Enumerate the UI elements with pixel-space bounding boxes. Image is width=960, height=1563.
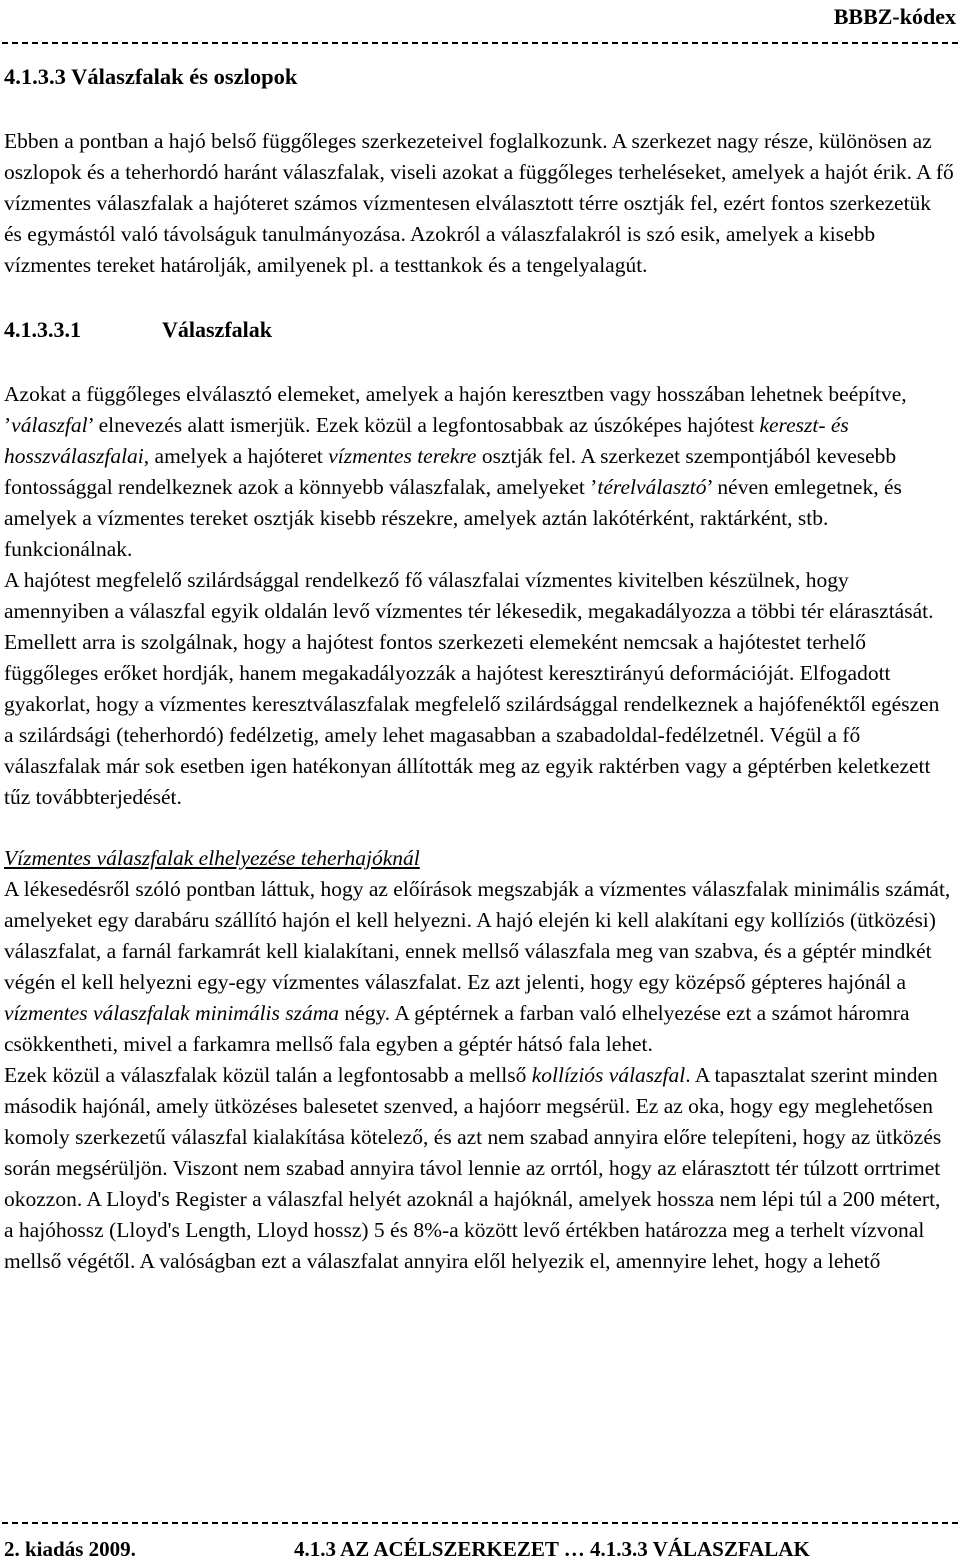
header-rule [2, 42, 958, 44]
footer-rule [2, 1522, 958, 1524]
paragraph-collision-bulkhead: Ezek közül a válaszfalak közül talán a legfontosabb a mellső kollíziós válaszfal. A tapasztalat szerint minden második hajónál, amely ütközéses balesetet szenved, a hajóorr megsérül. Ez az oka, hogy egy meglehetősen komoly szerkezetű válaszfal kialakítása kötelező, és azt nem szabad annyira előre telepíteni, hogy az ütközés során megsérüljön. Viszont nem szabad annyira távol lennie az orrtól, hogy az elárasztott tér túlzott orrtrimet okozzon. A Lloyd's Register a válaszfal helyét azoknál a hajóknál, amelyek hossza nem lépi túl a 200 métert, a hajóhossz (Lloyd's Length, Lloyd hossz) 5 és 8%-a között levő értékben határozza meg a terhelt vízvonal mellső végétől. A valóságban ezt a válaszfalat annyira elől helyezik el, amennyire lehet, hogy a lehető [4, 1063, 942, 1273]
placement-heading: Vízmentes válaszfalak elhelyezése teherhajóknál [4, 846, 420, 870]
paragraph-placement: A lékesedésről szóló pontban láttuk, hogy az előírások megszabják a vízmentes válaszfalak minimális számát, amelyeket egy darabáru szállító hajón el kell helyezni. A hajó elején ki kell alakítani egy kollíziós (ütközési) válaszfalat, a farnál farkamrát kell kialakítani, ennek mellső válaszfala meg van szabva, és a géptér mindkét végén el kell helyezni egy-egy vízmentes válaszfalat. Ez azt jelenti, hogy egy középső gépteres hajónál a vízmentes válaszfalak minimális száma négy. A géptérnek a farban való elhelyezése ezt a számot háromra csökkentheti, mivel a farkamra mellső fala egyben a géptér hátsó fala lehet. [4, 877, 951, 1056]
intro-paragraph: Ebben a pontban a hajó belső függőleges szerkezeteivel foglalkozunk. A szerkezet nagy része, különösen az oszlopok és a teherhordó haránt válaszfalak, viseli azokat a függőleges terheléseket, amelyek a hajót érik. A fő vízmentes válaszfalak a hajóteret számos vízmentesen elválasztott térre osztják fel, ezért fontos szerkezetük és egymástól való távolságuk tanulmányozása. Azokról a válaszfalakról is szó esik, amelyek a kisebb vízmentes tereket határolják, amilyenek pl. a testtankok és a tengelyalagút. [4, 129, 954, 277]
subsection-number: 4.1.3.3.1 [4, 317, 81, 342]
paragraph-main-bulkheads: A hajótest megfelelő szilárdsággal rendelkező fő válaszfalai vízmentes kivitelben készülnek, hogy amennyiben a válaszfal egyik oldalán levő vízmentes tér lékesedik, megakadályozza a többi tér elárasztását. Emellett arra is szolgálnak, hogy a hajótest fontos szerkezeti elemeként nemcsak a hajótestet terhelő függőleges erőket hordják, hanem megakadályozzák a hajótest keresztirányú deformációját. Elfogadott gyakorlat, hogy a vízmentes keresztválaszfalak megfelelő szilárdsággal rendelkeznek a hajófenéktől egészen a szilárdsági (teherhordó) fedélzetig, amely lehet magasabban a szabadoldal-fedélzetnél. Végül a fő válaszfalak már sok esetben igen hatékonyan állították meg az egyik raktérben vagy a géptérben keletkezett tűz továbbterjedését. [4, 568, 940, 809]
subsection-title: Válaszfalak [162, 317, 272, 342]
footer-edition: 2. kiadás 2009. [4, 1537, 136, 1561]
paragraph-definition: Azokat a függőleges elválasztó elemeket, amelyek a hajón keresztben vagy hosszában lehetnek beépítve, ’válaszfal’ elnevezés alatt ismerjük. Ezek közül a legfontosabbak az úszóképes hajótest kereszt- és hosszválaszfalai, amelyek a hajóteret vízmentes terekre osztják fel. A szerkezet szempontjából kevesebb fontossággal rendelkeznek azok a könnyebb válaszfalak, amelyeket ’térelválasztó’ néven emlegetnek, és amelyek a vízmentes tereket osztják kisebb részekre, amelyek aztán lakótérként, raktárként, stb. funkcionálnak. [4, 382, 907, 561]
header-code: BBBZ-kódex [833, 4, 956, 29]
section-title: 4.1.3.3 Válaszfalak és oszlopok [4, 64, 298, 89]
footer-chapter: 4.1.3 AZ ACÉLSZERKEZET … 4.1.3.3 VÁLASZFALAK [294, 1537, 810, 1561]
subsection-heading [4, 313, 954, 347]
page-body [4, 60, 954, 1277]
